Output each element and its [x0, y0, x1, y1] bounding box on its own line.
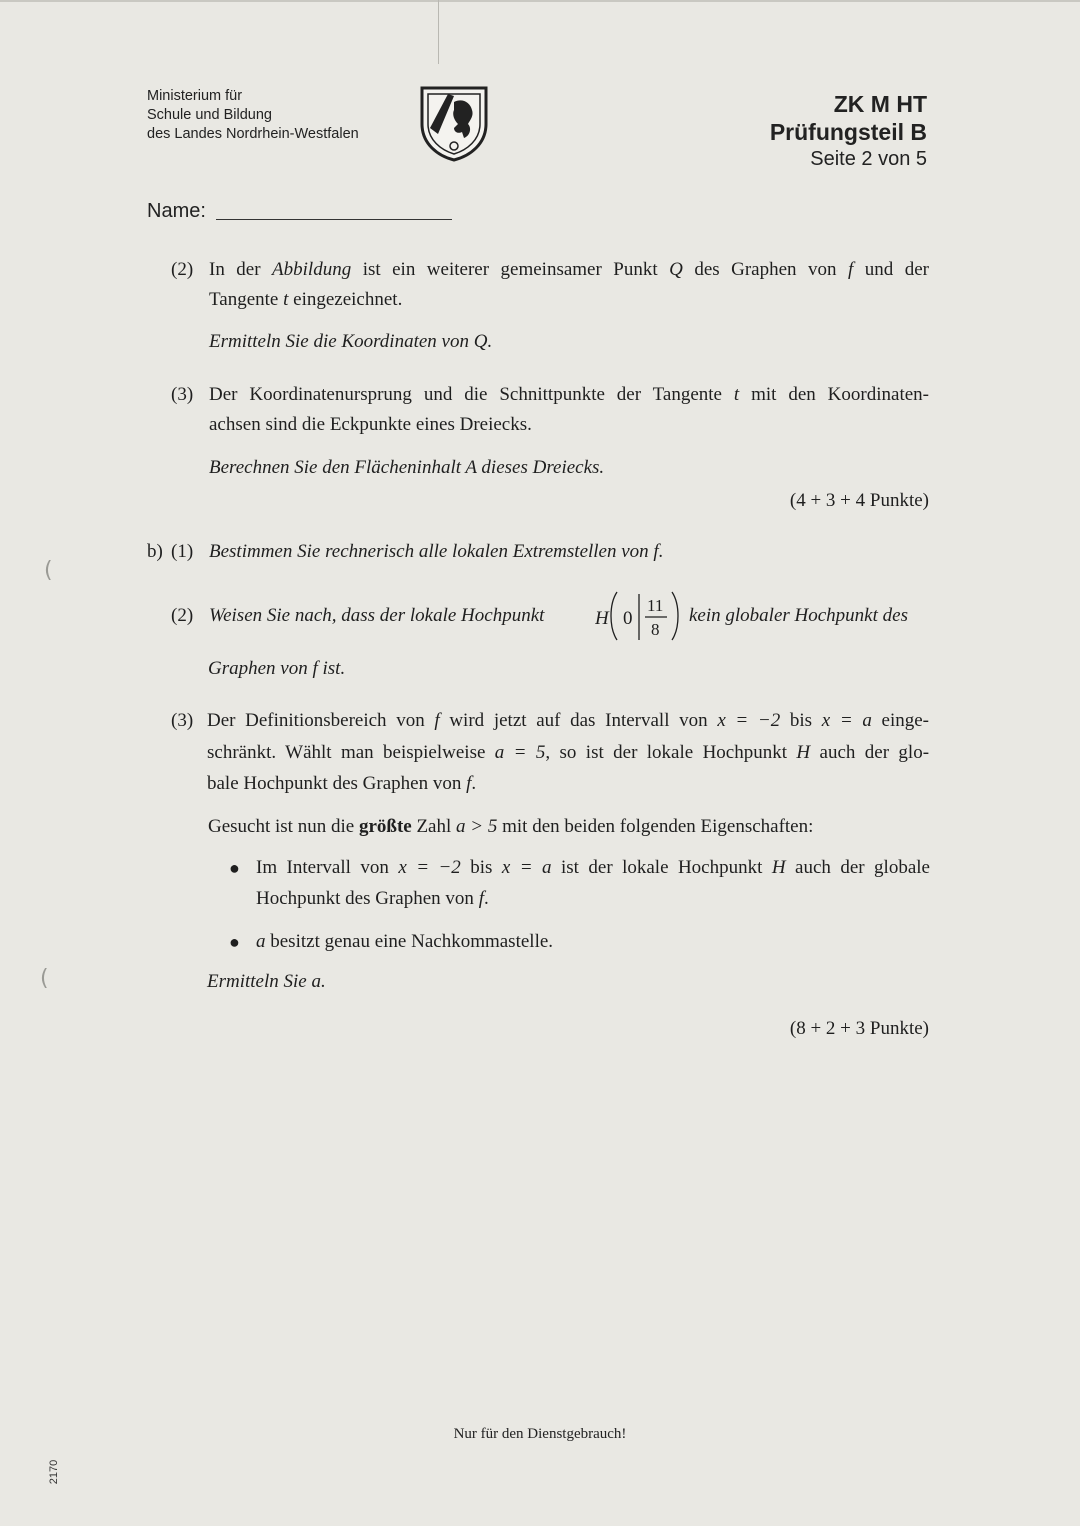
point-x: 0: [623, 608, 633, 629]
item-a2-text-line-1: In der Abbildung ist ein weiterer gemeinsamer Punkt Q des Graphen von f und der: [209, 259, 929, 280]
exam-code: ZK M HT: [833, 91, 927, 117]
paper-fold-line: [438, 0, 439, 64]
part-b-points: (8 + 2 + 3 Punkte): [789, 1018, 929, 1039]
point-y-denominator: 8: [651, 620, 660, 639]
item-b1-task: Bestimmen Sie rechnerisch alle lokalen Extremstellen von f.: [209, 541, 664, 562]
item-a2-task: Ermitteln Sie die Koordinaten von Q.: [209, 331, 493, 352]
item-a3-number: (3): [171, 384, 194, 405]
item-b3-text-line-2: schränkt. Wählt man beispielweise a = 5, so ist der lokale Hochpunkt H auch der glo-: [207, 742, 930, 763]
exam-part: Prüfungsteil B: [769, 119, 927, 145]
item-b3-search-text: Gesucht ist nun die größte Zahl a > 5 mit den beiden folgenden Eigenschaften:: [208, 816, 814, 837]
item-b3-text-line-1: Der Definitionsbereich von f wird jetzt auf das Intervall von x = −2 bis x = a einge-: [207, 710, 929, 731]
footer-note: Nur für den Dienstgebrauch!: [453, 1426, 627, 1442]
item-a3-task: Berechnen Sie den Flächeninhalt A dieses Dreiecks.: [209, 457, 605, 478]
top-edge-line: [0, 0, 1080, 2]
item-b2-task-end: kein globaler Hochpunkt des: [689, 605, 908, 626]
point-y-numerator: 11: [647, 596, 664, 615]
punch-hole-mark: (: [40, 966, 49, 991]
name-label: Name:: [147, 200, 206, 222]
point-name: H: [595, 608, 609, 629]
bullet-icon: ●: [229, 858, 240, 878]
item-a2-number: (2): [171, 259, 194, 280]
item-b3-task: Ermitteln Sie a.: [207, 971, 326, 992]
item-b1-number: (1): [171, 541, 194, 562]
ministry-line-1: Ministerium für: [147, 88, 243, 104]
ministry-line-3: des Landes Nordrhein-Westfalen: [147, 126, 359, 142]
side-code: 2170: [48, 1459, 60, 1485]
bullet-1-line-2: Hochpunkt des Graphen von f.: [256, 888, 489, 909]
item-b2-task-start: Weisen Sie nach, dass der lokale Hochpunkt: [209, 605, 545, 626]
item-b2-task-line-2: Graphen von f ist.: [208, 658, 346, 679]
nrw-coat-of-arms-icon: [418, 84, 490, 162]
part-a-points: (4 + 3 + 4 Punkte): [789, 490, 929, 511]
bullet-icon: ●: [229, 932, 240, 952]
punch-hole-mark: (: [44, 558, 53, 583]
exam-header: [770, 90, 927, 172]
name-input-line[interactable]: [216, 219, 452, 220]
item-a3-text-line-2: achsen sind die Eckpunkte eines Dreiecks.: [209, 414, 532, 435]
bullet-2-text: a besitzt genau eine Nachkommastelle.: [256, 931, 554, 952]
ministry-name: [147, 87, 359, 144]
item-a3-text-line-1: Der Koordinatenursprung und die Schnittpunkte der Tangente t mit den Koordinaten-: [209, 384, 929, 405]
item-a2-text-line-2: Tangente t eingezeichnet.: [209, 289, 403, 310]
ministry-line-2: Schule und Bildung: [147, 107, 272, 123]
part-b-label: b): [147, 541, 163, 562]
page-number: Seite 2 von 5: [810, 148, 927, 170]
item-b3-number: (3): [171, 710, 194, 731]
high-point-notation: [595, 588, 685, 644]
item-b2-number: (2): [171, 605, 194, 626]
bullet-1-line-1: Im Intervall von x = −2 bis x = a ist der lokale Hochpunkt H auch der globale: [256, 857, 930, 878]
item-b3-text-line-3: bale Hochpunkt des Graphen von f.: [207, 773, 477, 794]
